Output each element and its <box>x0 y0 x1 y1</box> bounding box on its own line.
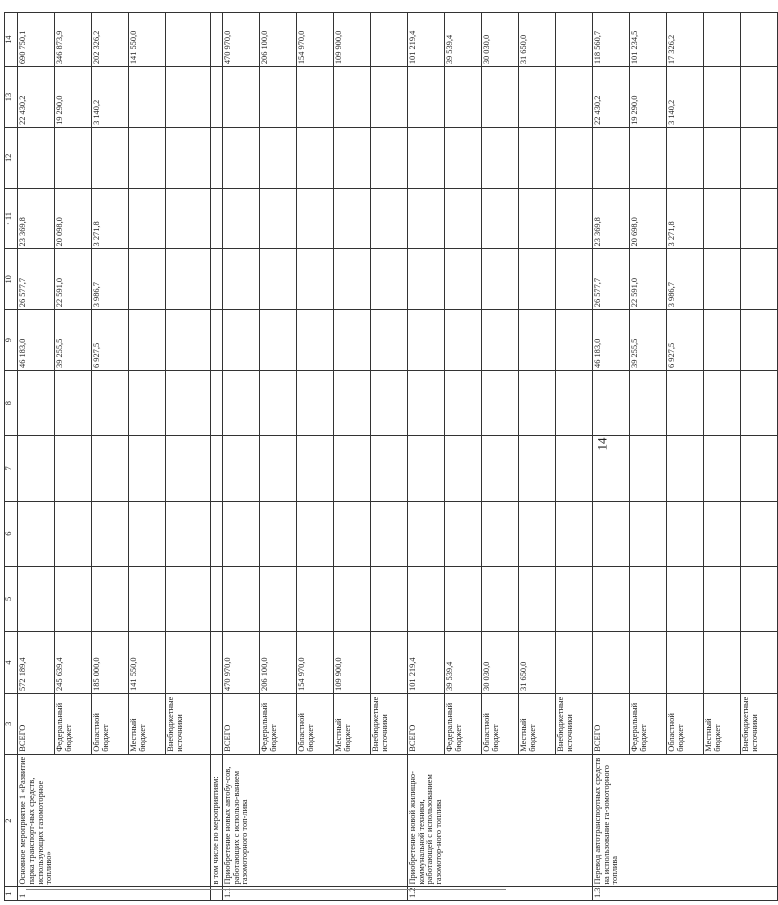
value-col-12 <box>296 127 333 188</box>
value-col-11: 20 698,0 <box>629 188 666 249</box>
measure-name: Перевод автотранспортных средств на использование га-зомоторного топлива <box>592 754 777 887</box>
value-col-4: 154 970,0 <box>296 632 333 694</box>
table-row <box>407 13 444 901</box>
value-col-14 <box>555 13 592 67</box>
value-col-14: 17 326,2 <box>666 13 703 67</box>
header-cell: · 11 <box>5 188 18 249</box>
value-col-5 <box>370 566 407 631</box>
value-col-4: 185 000,0 <box>92 632 129 694</box>
value-col-7 <box>166 436 211 501</box>
value-col-10 <box>518 249 555 310</box>
value-col-7 <box>555 436 592 501</box>
value-col-13: 3 140,2 <box>666 67 703 128</box>
value-col-6 <box>18 501 55 566</box>
value-col-13: 22 430,2 <box>592 67 629 128</box>
measure-name: в том числе по мероприятиям: <box>211 754 223 887</box>
value-col-9 <box>222 310 259 371</box>
value-col-11 <box>518 188 555 249</box>
value-col-13 <box>296 67 333 128</box>
header-cell: 2 <box>5 754 18 887</box>
value-col-13 <box>259 67 296 128</box>
value-col-5 <box>92 566 129 631</box>
value-col-7 <box>92 436 129 501</box>
value-col-4 <box>666 632 703 694</box>
value-col-10 <box>211 249 223 310</box>
table-row <box>211 13 223 901</box>
value-col-8 <box>222 370 259 435</box>
value-col-11: 3 271,8 <box>92 188 129 249</box>
value-col-8 <box>370 370 407 435</box>
value-col-7 <box>129 436 166 501</box>
value-col-8 <box>333 370 370 435</box>
funding-source: Федеральный бюджет <box>444 693 481 754</box>
value-col-14: 101 219,4 <box>407 13 444 67</box>
value-col-6 <box>518 501 555 566</box>
funding-source: Областной бюджет <box>481 693 518 754</box>
value-col-6 <box>333 501 370 566</box>
value-col-7 <box>211 436 223 501</box>
value-col-10 <box>166 249 211 310</box>
value-col-9 <box>407 310 444 371</box>
value-col-12 <box>370 127 407 188</box>
value-col-13: 19 290,0 <box>55 67 92 128</box>
value-col-5 <box>444 566 481 631</box>
value-col-5 <box>703 566 740 631</box>
value-col-11 <box>481 188 518 249</box>
value-col-5 <box>481 566 518 631</box>
value-col-7 <box>407 436 444 501</box>
value-col-5 <box>222 566 259 631</box>
value-col-13: 22 430,2 <box>18 67 55 128</box>
value-col-14 <box>211 13 223 67</box>
value-col-14: 101 234,5 <box>629 13 666 67</box>
value-col-12 <box>92 127 129 188</box>
value-col-12 <box>55 127 92 188</box>
value-col-6 <box>211 501 223 566</box>
header-cell: 12 <box>5 127 18 188</box>
value-col-13 <box>166 67 211 128</box>
value-col-12 <box>444 127 481 188</box>
value-col-13: 3 140,2 <box>92 67 129 128</box>
value-col-4 <box>592 632 629 694</box>
value-col-13 <box>703 67 740 128</box>
value-col-12 <box>629 127 666 188</box>
value-col-6 <box>259 501 296 566</box>
value-col-11 <box>211 188 223 249</box>
value-col-10: 26 577,7 <box>18 249 55 310</box>
value-col-9 <box>211 310 223 371</box>
value-col-10 <box>444 249 481 310</box>
value-col-13 <box>222 67 259 128</box>
value-col-14: 31 650,0 <box>518 13 555 67</box>
value-col-11 <box>166 188 211 249</box>
header-cell: 1 <box>5 887 18 901</box>
value-col-8 <box>211 370 223 435</box>
budget-table <box>4 12 778 901</box>
value-col-8 <box>703 370 740 435</box>
value-col-5 <box>166 566 211 631</box>
value-col-14: 109 900,0 <box>333 13 370 67</box>
value-col-6 <box>55 501 92 566</box>
funding-source: Федеральный бюджет <box>55 693 92 754</box>
rotated-table-area <box>4 12 759 901</box>
funding-source: ВСЕГО <box>18 693 55 754</box>
value-col-10 <box>222 249 259 310</box>
value-col-6 <box>555 501 592 566</box>
item-number: 1.1 <box>222 887 407 901</box>
value-col-9: 46 183,0 <box>592 310 629 371</box>
value-col-11 <box>740 188 777 249</box>
value-col-9 <box>370 310 407 371</box>
value-col-8 <box>92 370 129 435</box>
value-col-11: 23 369,8 <box>18 188 55 249</box>
value-col-8 <box>407 370 444 435</box>
value-col-5 <box>259 566 296 631</box>
value-col-10 <box>333 249 370 310</box>
funding-source: ВСЕГО <box>592 693 629 754</box>
value-col-10: 3 986,7 <box>666 249 703 310</box>
value-col-6 <box>629 501 666 566</box>
value-col-6 <box>129 501 166 566</box>
value-col-12 <box>333 127 370 188</box>
value-col-8 <box>740 370 777 435</box>
value-col-7 <box>740 436 777 501</box>
value-col-7 <box>518 436 555 501</box>
value-col-9 <box>740 310 777 371</box>
value-col-10 <box>481 249 518 310</box>
value-col-6 <box>92 501 129 566</box>
value-col-14: 154 970,0 <box>296 13 333 67</box>
value-col-9 <box>333 310 370 371</box>
header-cell: 3 <box>5 693 18 754</box>
header-cell: 13 <box>5 67 18 128</box>
header-cell: 14 <box>5 13 18 67</box>
value-col-11: 23 369,8 <box>592 188 629 249</box>
value-col-14: 206 100,0 <box>259 13 296 67</box>
value-col-13 <box>333 67 370 128</box>
value-col-10: 22 591,0 <box>55 249 92 310</box>
value-col-12 <box>481 127 518 188</box>
value-col-4 <box>370 632 407 694</box>
value-col-14: 30 030,0 <box>481 13 518 67</box>
measure-name: Приобретение новых автобу-сов, работающих с использо-ванием газомоторного топ-лива <box>222 754 407 887</box>
value-col-6 <box>666 501 703 566</box>
measure-name: Приобретение новой жилищно-коммунальной техники, работающей с использованием газомотор-ного топлива <box>407 754 592 887</box>
value-col-13 <box>555 67 592 128</box>
value-col-10 <box>703 249 740 310</box>
value-col-11 <box>703 188 740 249</box>
value-col-9 <box>129 310 166 371</box>
value-col-6 <box>444 501 481 566</box>
table-row <box>592 13 629 901</box>
value-col-4 <box>555 632 592 694</box>
value-col-12 <box>222 127 259 188</box>
value-col-4 <box>703 632 740 694</box>
value-col-8 <box>259 370 296 435</box>
value-col-7 <box>629 436 666 501</box>
value-col-5 <box>666 566 703 631</box>
value-col-8 <box>629 370 666 435</box>
value-col-8 <box>444 370 481 435</box>
value-col-10: 3 986,7 <box>92 249 129 310</box>
value-col-14: 690 750,1 <box>18 13 55 67</box>
value-col-8 <box>166 370 211 435</box>
value-col-14 <box>740 13 777 67</box>
value-col-12 <box>166 127 211 188</box>
value-col-14 <box>370 13 407 67</box>
value-col-5 <box>333 566 370 631</box>
value-col-4: 206 100,0 <box>259 632 296 694</box>
value-col-5 <box>555 566 592 631</box>
value-col-9 <box>703 310 740 371</box>
value-col-7 <box>55 436 92 501</box>
value-col-11 <box>444 188 481 249</box>
value-col-10 <box>555 249 592 310</box>
value-col-12 <box>740 127 777 188</box>
value-col-11 <box>296 188 333 249</box>
funding-source: ВСЕГО <box>222 693 259 754</box>
value-col-13 <box>407 67 444 128</box>
value-col-10: 22 591,0 <box>629 249 666 310</box>
value-col-12 <box>18 127 55 188</box>
header-cell: 8 <box>5 370 18 435</box>
funding-source: Местный бюджет <box>703 693 740 754</box>
funding-source: Местный бюджет <box>333 693 370 754</box>
header-cell: 9 <box>5 310 18 371</box>
value-col-11 <box>259 188 296 249</box>
value-col-5 <box>518 566 555 631</box>
value-col-8 <box>555 370 592 435</box>
value-col-5 <box>18 566 55 631</box>
value-col-9 <box>166 310 211 371</box>
value-col-12 <box>666 127 703 188</box>
value-col-13 <box>481 67 518 128</box>
value-col-10 <box>296 249 333 310</box>
funding-source: Федеральный бюджет <box>629 693 666 754</box>
value-col-7 <box>259 436 296 501</box>
value-col-4: 101 219,4 <box>407 632 444 694</box>
value-col-7 <box>333 436 370 501</box>
value-col-14 <box>703 13 740 67</box>
value-col-12 <box>129 127 166 188</box>
value-col-4 <box>740 632 777 694</box>
value-col-14: 346 873,9 <box>55 13 92 67</box>
value-col-11 <box>370 188 407 249</box>
value-col-5 <box>211 566 223 631</box>
value-col-13 <box>740 67 777 128</box>
value-col-11: 3 271,8 <box>666 188 703 249</box>
value-col-8 <box>129 370 166 435</box>
item-number: 1.2 <box>407 887 592 901</box>
value-col-4: 30 030,0 <box>481 632 518 694</box>
value-col-5 <box>296 566 333 631</box>
value-col-11 <box>129 188 166 249</box>
value-col-6 <box>703 501 740 566</box>
header-cell: 10 <box>5 249 18 310</box>
value-col-12 <box>259 127 296 188</box>
value-col-9 <box>518 310 555 371</box>
value-col-4: 31 650,0 <box>518 632 555 694</box>
value-col-13 <box>211 67 223 128</box>
value-col-9 <box>259 310 296 371</box>
funding-source: Внебюджетные источники <box>555 693 592 754</box>
value-col-6 <box>222 501 259 566</box>
value-col-5 <box>407 566 444 631</box>
value-col-11: 20 098,0 <box>55 188 92 249</box>
budget-table-container <box>4 12 759 901</box>
value-col-7 <box>592 436 629 501</box>
value-col-7 <box>481 436 518 501</box>
value-col-6 <box>592 501 629 566</box>
measure-name: Основное мероприятие 1 «Развитие парка транспорт-ных средств, использующих газомоторное топливо» <box>18 754 211 887</box>
funding-source: Областной бюджет <box>92 693 129 754</box>
value-col-10 <box>129 249 166 310</box>
value-col-13 <box>370 67 407 128</box>
value-col-7 <box>370 436 407 501</box>
value-col-7 <box>703 436 740 501</box>
value-col-8 <box>18 370 55 435</box>
value-col-10: 26 577,7 <box>592 249 629 310</box>
value-col-11 <box>555 188 592 249</box>
value-col-4: 245 639,4 <box>55 632 92 694</box>
page-number: 14 <box>594 437 610 451</box>
funding-source: Внебюджетные источники <box>740 693 777 754</box>
value-col-9: 39 255,5 <box>629 310 666 371</box>
value-col-4: 109 900,0 <box>333 632 370 694</box>
value-col-14: 141 550,0 <box>129 13 166 67</box>
value-col-5 <box>740 566 777 631</box>
value-col-13: 19 290,0 <box>629 67 666 128</box>
value-col-12 <box>211 127 223 188</box>
item-number: 1 <box>18 887 211 901</box>
value-col-13 <box>444 67 481 128</box>
value-col-8 <box>481 370 518 435</box>
value-col-4: 39 539,4 <box>444 632 481 694</box>
value-col-6 <box>370 501 407 566</box>
value-col-6 <box>166 501 211 566</box>
value-col-7 <box>296 436 333 501</box>
value-col-13 <box>518 67 555 128</box>
value-col-4 <box>211 632 223 694</box>
value-col-8 <box>518 370 555 435</box>
value-col-6 <box>296 501 333 566</box>
table-row <box>18 13 55 901</box>
funding-source: Внебюджетные источники <box>370 693 407 754</box>
value-col-11 <box>222 188 259 249</box>
value-col-8 <box>592 370 629 435</box>
value-col-9: 6 927,5 <box>92 310 129 371</box>
funding-source: Местный бюджет <box>518 693 555 754</box>
value-col-6 <box>407 501 444 566</box>
value-col-14: 470 970,0 <box>222 13 259 67</box>
value-col-12 <box>518 127 555 188</box>
funding-source: Внебюджетные источники <box>166 693 211 754</box>
value-col-4 <box>629 632 666 694</box>
funding-source: Местный бюджет <box>129 693 166 754</box>
value-col-9: 46 183,0 <box>18 310 55 371</box>
value-col-9 <box>555 310 592 371</box>
value-col-13 <box>129 67 166 128</box>
value-col-14: 39 539,4 <box>444 13 481 67</box>
value-col-10 <box>740 249 777 310</box>
value-col-11 <box>333 188 370 249</box>
value-col-8 <box>666 370 703 435</box>
value-col-11 <box>407 188 444 249</box>
funding-source: Областной бюджет <box>666 693 703 754</box>
funding-source <box>211 693 223 754</box>
value-col-4: 470 970,0 <box>222 632 259 694</box>
table-row <box>222 13 259 901</box>
value-col-5 <box>55 566 92 631</box>
funding-source: ВСЕГО <box>407 693 444 754</box>
value-col-12 <box>592 127 629 188</box>
funding-source: Федеральный бюджет <box>259 693 296 754</box>
value-col-6 <box>481 501 518 566</box>
value-col-12 <box>703 127 740 188</box>
value-col-4: 572 189,4 <box>18 632 55 694</box>
value-col-9 <box>444 310 481 371</box>
value-col-5 <box>129 566 166 631</box>
header-cell: 7 <box>5 436 18 501</box>
value-col-9: 6 927,5 <box>666 310 703 371</box>
scan-edge-line <box>26 889 506 890</box>
value-col-9: 39 255,5 <box>55 310 92 371</box>
value-col-10 <box>370 249 407 310</box>
value-col-12 <box>555 127 592 188</box>
value-col-12 <box>407 127 444 188</box>
header-cell: 5 <box>5 566 18 631</box>
value-col-9 <box>296 310 333 371</box>
value-col-4 <box>166 632 211 694</box>
value-col-8 <box>296 370 333 435</box>
value-col-14: 202 326,2 <box>92 13 129 67</box>
value-col-14 <box>166 13 211 67</box>
value-col-7 <box>666 436 703 501</box>
item-number: 1.3 <box>592 887 777 901</box>
value-col-10 <box>407 249 444 310</box>
value-col-9 <box>481 310 518 371</box>
value-col-7 <box>444 436 481 501</box>
value-col-10 <box>259 249 296 310</box>
value-col-7 <box>222 436 259 501</box>
value-col-4: 141 550,0 <box>129 632 166 694</box>
header-row <box>5 13 18 901</box>
value-col-5 <box>629 566 666 631</box>
value-col-14: 118 560,7 <box>592 13 629 67</box>
value-col-5 <box>592 566 629 631</box>
header-cell: 6 <box>5 501 18 566</box>
value-col-6 <box>740 501 777 566</box>
value-col-8 <box>55 370 92 435</box>
header-cell: 4 <box>5 632 18 694</box>
funding-source: Областной бюджет <box>296 693 333 754</box>
value-col-7 <box>18 436 55 501</box>
